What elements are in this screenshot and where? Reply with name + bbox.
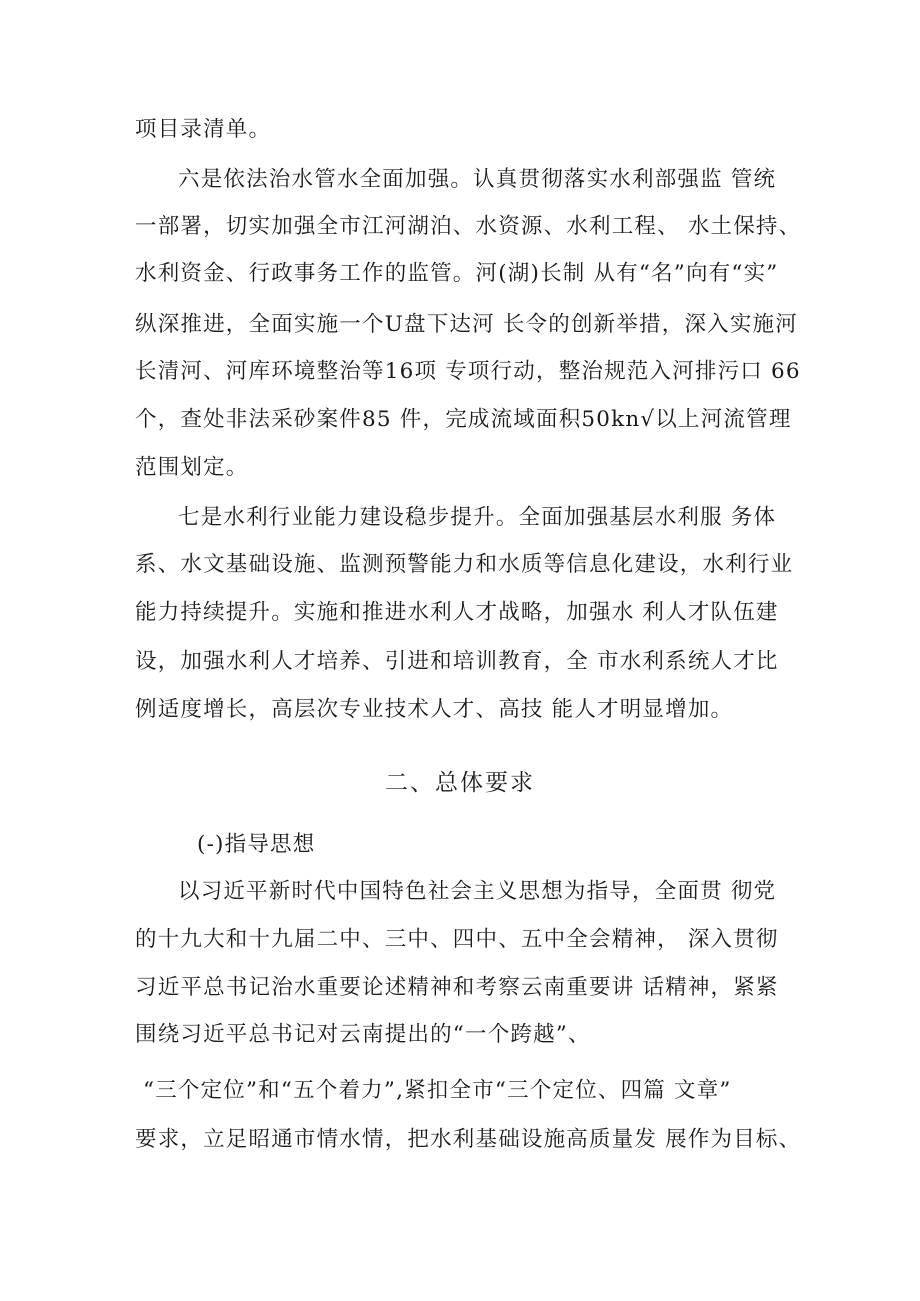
text-line: 项目录清单。 (135, 117, 272, 142)
text-line: 习近平总书记治水重要论述精神和考察云南重要讲 话精神，紧紧 (135, 975, 779, 1000)
text-line: 设，加强水利人才培养、引进和培训教育，全 市水利系统人才比 (135, 649, 779, 674)
text-line: 系、水文基础设施、监测预警能力和水质等信息化建设，水利行业 (135, 552, 794, 577)
text-line: 以习近平新时代中国特色社会主义思想为指导，全面贯 彻党 (178, 879, 777, 904)
text-line: 长清河、河库环境整治等16项 专项行动，整治规范入河排污口 66 (135, 359, 801, 384)
text-line: 范围划定。 (135, 455, 249, 480)
subsection-heading: (-)指导思想 (197, 832, 316, 857)
text-line: 纵深推进，全面实施一个U盘下达河 长令的创新举措，深入实施河 (135, 312, 798, 337)
text-line: 七是水利行业能力建设稳步提升。全面加强基层水利服 务体 (178, 505, 777, 530)
text-line: 一部署，切实加强全市江河湖泊、水资源、水利工程、 水土保持、 (135, 214, 802, 239)
text-line: “三个定位”和“五个着力”,紧扣全市“三个定位、四篇 文章” (143, 1078, 732, 1103)
text-line: 的十九大和十九届二中、三中、四中、五中全会精神， 深入贯彻 (135, 927, 779, 952)
text-line: 个，查处非法采砂案件85 件，完成流域面积50kn√以上河流管理 (135, 407, 792, 432)
text-line: 水利资金、行政事务工作的监管。河(湖)长制 从有“名”向有“实” (135, 261, 779, 286)
text-line: 例适度增长，高层次专业技术人才、高技 能人才明显增加。 (135, 697, 734, 722)
section-heading: 二、总体要求 (385, 770, 535, 796)
text-line: 要求，立足昭通市情水情，把水利基础设施高质量发 展作为目标、 (135, 1127, 802, 1152)
text-line: 围绕习近平总书记对云南提出的“一个跨越”、 (135, 1022, 591, 1047)
text-line: 六是依法治水管水全面加强。认真贯彻落实水利部强监 管统 (178, 167, 777, 192)
text-line: 能力持续提升。实施和推进水利人才战略，加强水 利人才队伍建 (135, 600, 779, 625)
